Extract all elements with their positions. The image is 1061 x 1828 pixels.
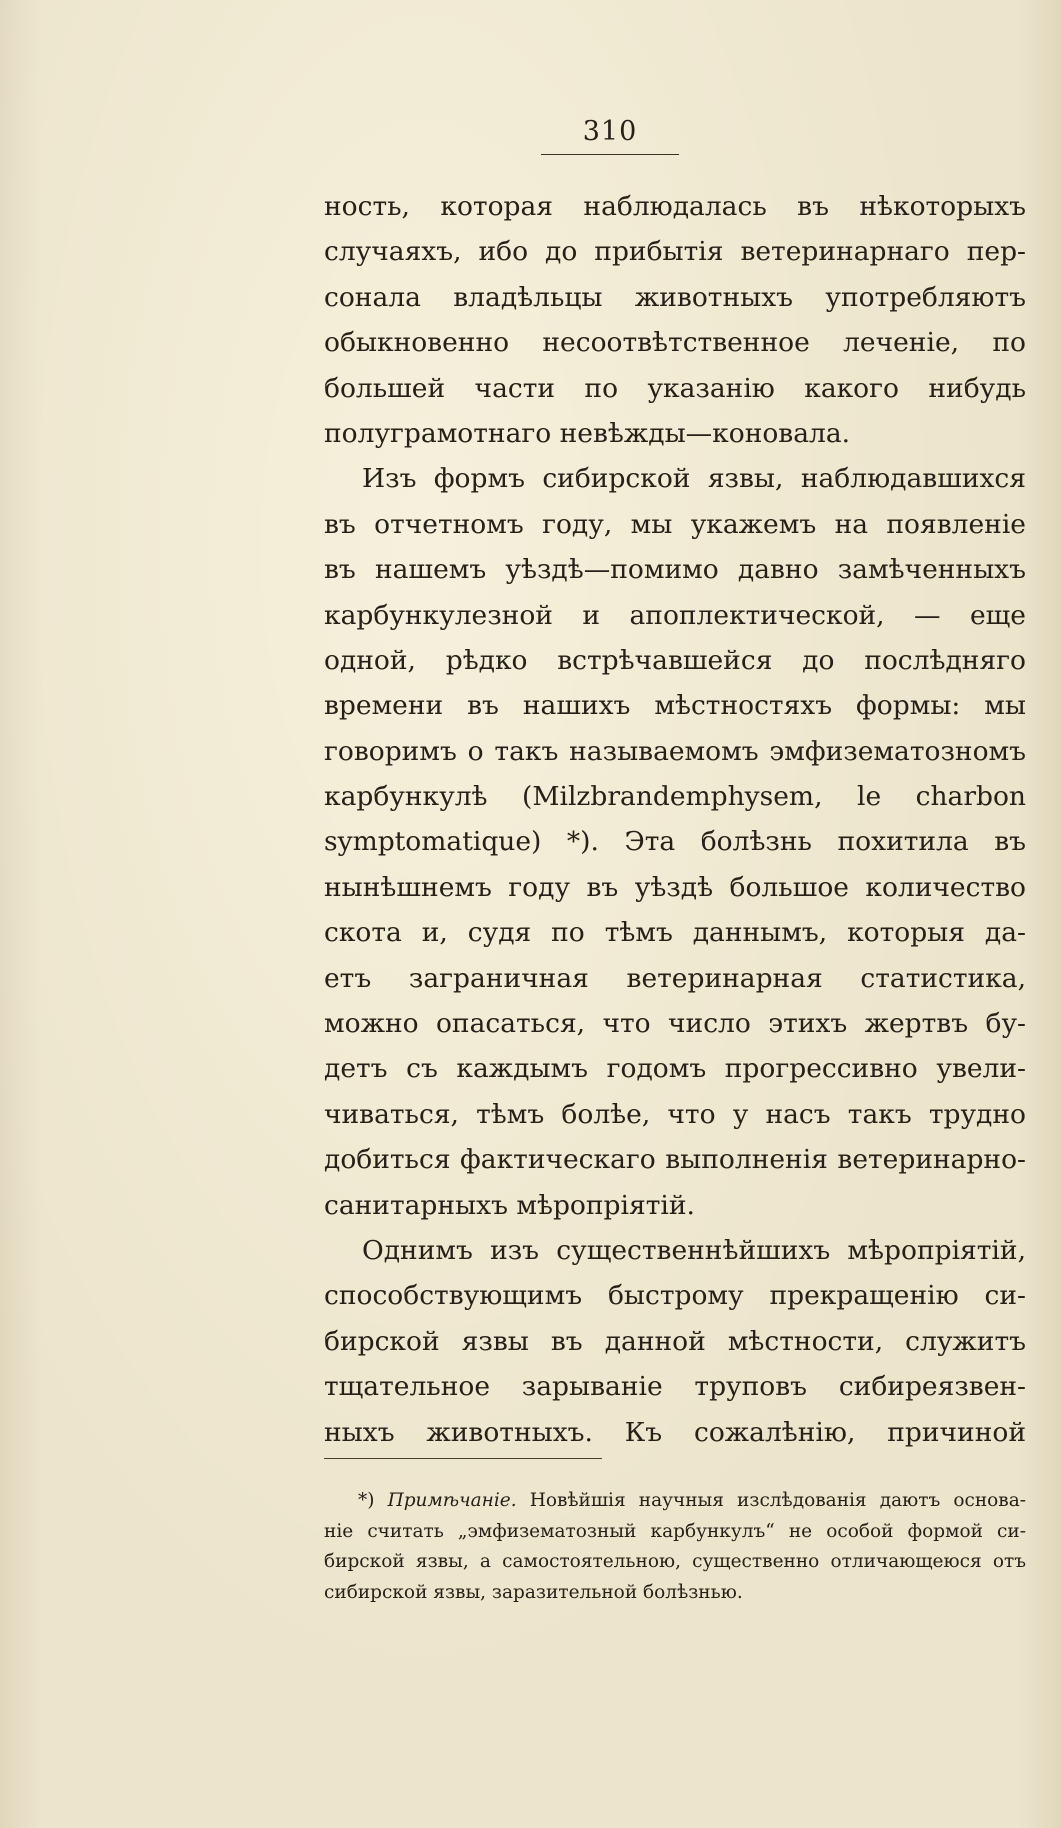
- body-text: [324, 184, 1026, 1455]
- text-line: сонала владѣльцы животныхъ употребляютъ: [324, 281, 1026, 313]
- text-line: ныхъ животныхъ. Къ сожалѣнію, причиной: [324, 1416, 1026, 1448]
- footnote-line: ніе считать „эмфизематозный карбункулъ“ не особой формой си-: [324, 1520, 1026, 1542]
- text-line: скота и, судя по тѣмъ даннымъ, которыя да-: [324, 917, 1026, 949]
- text-line: нынѣшнемъ году въ уѣздѣ большое количество: [324, 871, 1026, 903]
- text-line: карбункулезной и апоплектической, — еще: [324, 599, 1026, 631]
- footnote-rule: [324, 1458, 602, 1459]
- text-line: детъ съ каждымъ годомъ прогрессивно увели-: [324, 1053, 1026, 1085]
- text-line: Однимъ изъ существеннѣйшихъ мѣропріятій,: [362, 1234, 1026, 1266]
- text-line: можно опасаться, что число этихъ жертвъ бу-: [324, 1008, 1026, 1040]
- text-line: въ нашемъ уѣздѣ—помимо давно замѣченныхъ: [324, 554, 1026, 586]
- footnote-marker: *): [358, 1490, 375, 1511]
- text-line: чиваться, тѣмъ болѣе, что у насъ такъ трудно: [324, 1098, 1026, 1130]
- text-line: обыкновенно несоотвѣтственное леченіе, по: [324, 327, 1026, 359]
- text-line: случаяхъ, ибо до прибытія ветеринарнаго пер-: [324, 236, 1026, 268]
- footnote-line: бирской язвы, а самостоятельною, существенно отличающеюся отъ: [324, 1551, 1026, 1572]
- text-line: ность, которая наблюдалась въ нѣкоторыхъ: [324, 191, 1026, 222]
- footnote-line: [324, 1486, 1026, 1517]
- footnote: [324, 1486, 1026, 1608]
- text-line: Изъ формъ сибирской язвы, наблюдавшихся: [362, 463, 1026, 495]
- text-line: бирской язвы въ данной мѣстности, служитъ: [324, 1325, 1026, 1357]
- footnote-label: Примѣчаніе.: [387, 1490, 517, 1511]
- text-line: полуграмотнаго невѣжды—коновала.: [324, 417, 851, 449]
- text-line: тщательное зарываніе труповъ сибиреязвен-: [324, 1371, 1026, 1403]
- text-line: большей части по указанію какого нибудь: [324, 372, 1026, 404]
- text-line: говоримъ о такъ называемомъ эмфизематозномъ: [324, 735, 1026, 767]
- footnote-first-line-text: Новѣйшія научныя изслѣдованія даютъ основа-: [529, 1490, 1026, 1511]
- page-number: 310: [582, 116, 638, 147]
- text-line: карбункулѣ (Milzbrandemphysem, le charbon: [324, 781, 1026, 813]
- text-line: добиться фактическаго выполненія ветеринарно-: [324, 1144, 1026, 1176]
- text-line: въ отчетномъ году, мы укажемъ на появленіе: [324, 508, 1026, 540]
- text-line: етъ заграничная ветеринарная статистика,: [324, 962, 1026, 994]
- text-line: времени въ нашихъ мѣстностяхъ формы: мы: [324, 690, 1026, 722]
- page-number-rule: [541, 154, 679, 155]
- text-line: санитарныхъ мѣропріятій.: [324, 1189, 695, 1221]
- footnote-line: сибирской язвы, заразительной болѣзнью.: [324, 1581, 743, 1603]
- text-line: symptomatique) *). Эта болѣзнь похитила въ: [324, 826, 1026, 858]
- footnote-continuation: [324, 1517, 1026, 1609]
- text-line: способствующимъ быстрому прекращенію си-: [324, 1280, 1026, 1312]
- text-line: одной, рѣдко встрѣчавшейся до послѣдняго: [324, 644, 1026, 676]
